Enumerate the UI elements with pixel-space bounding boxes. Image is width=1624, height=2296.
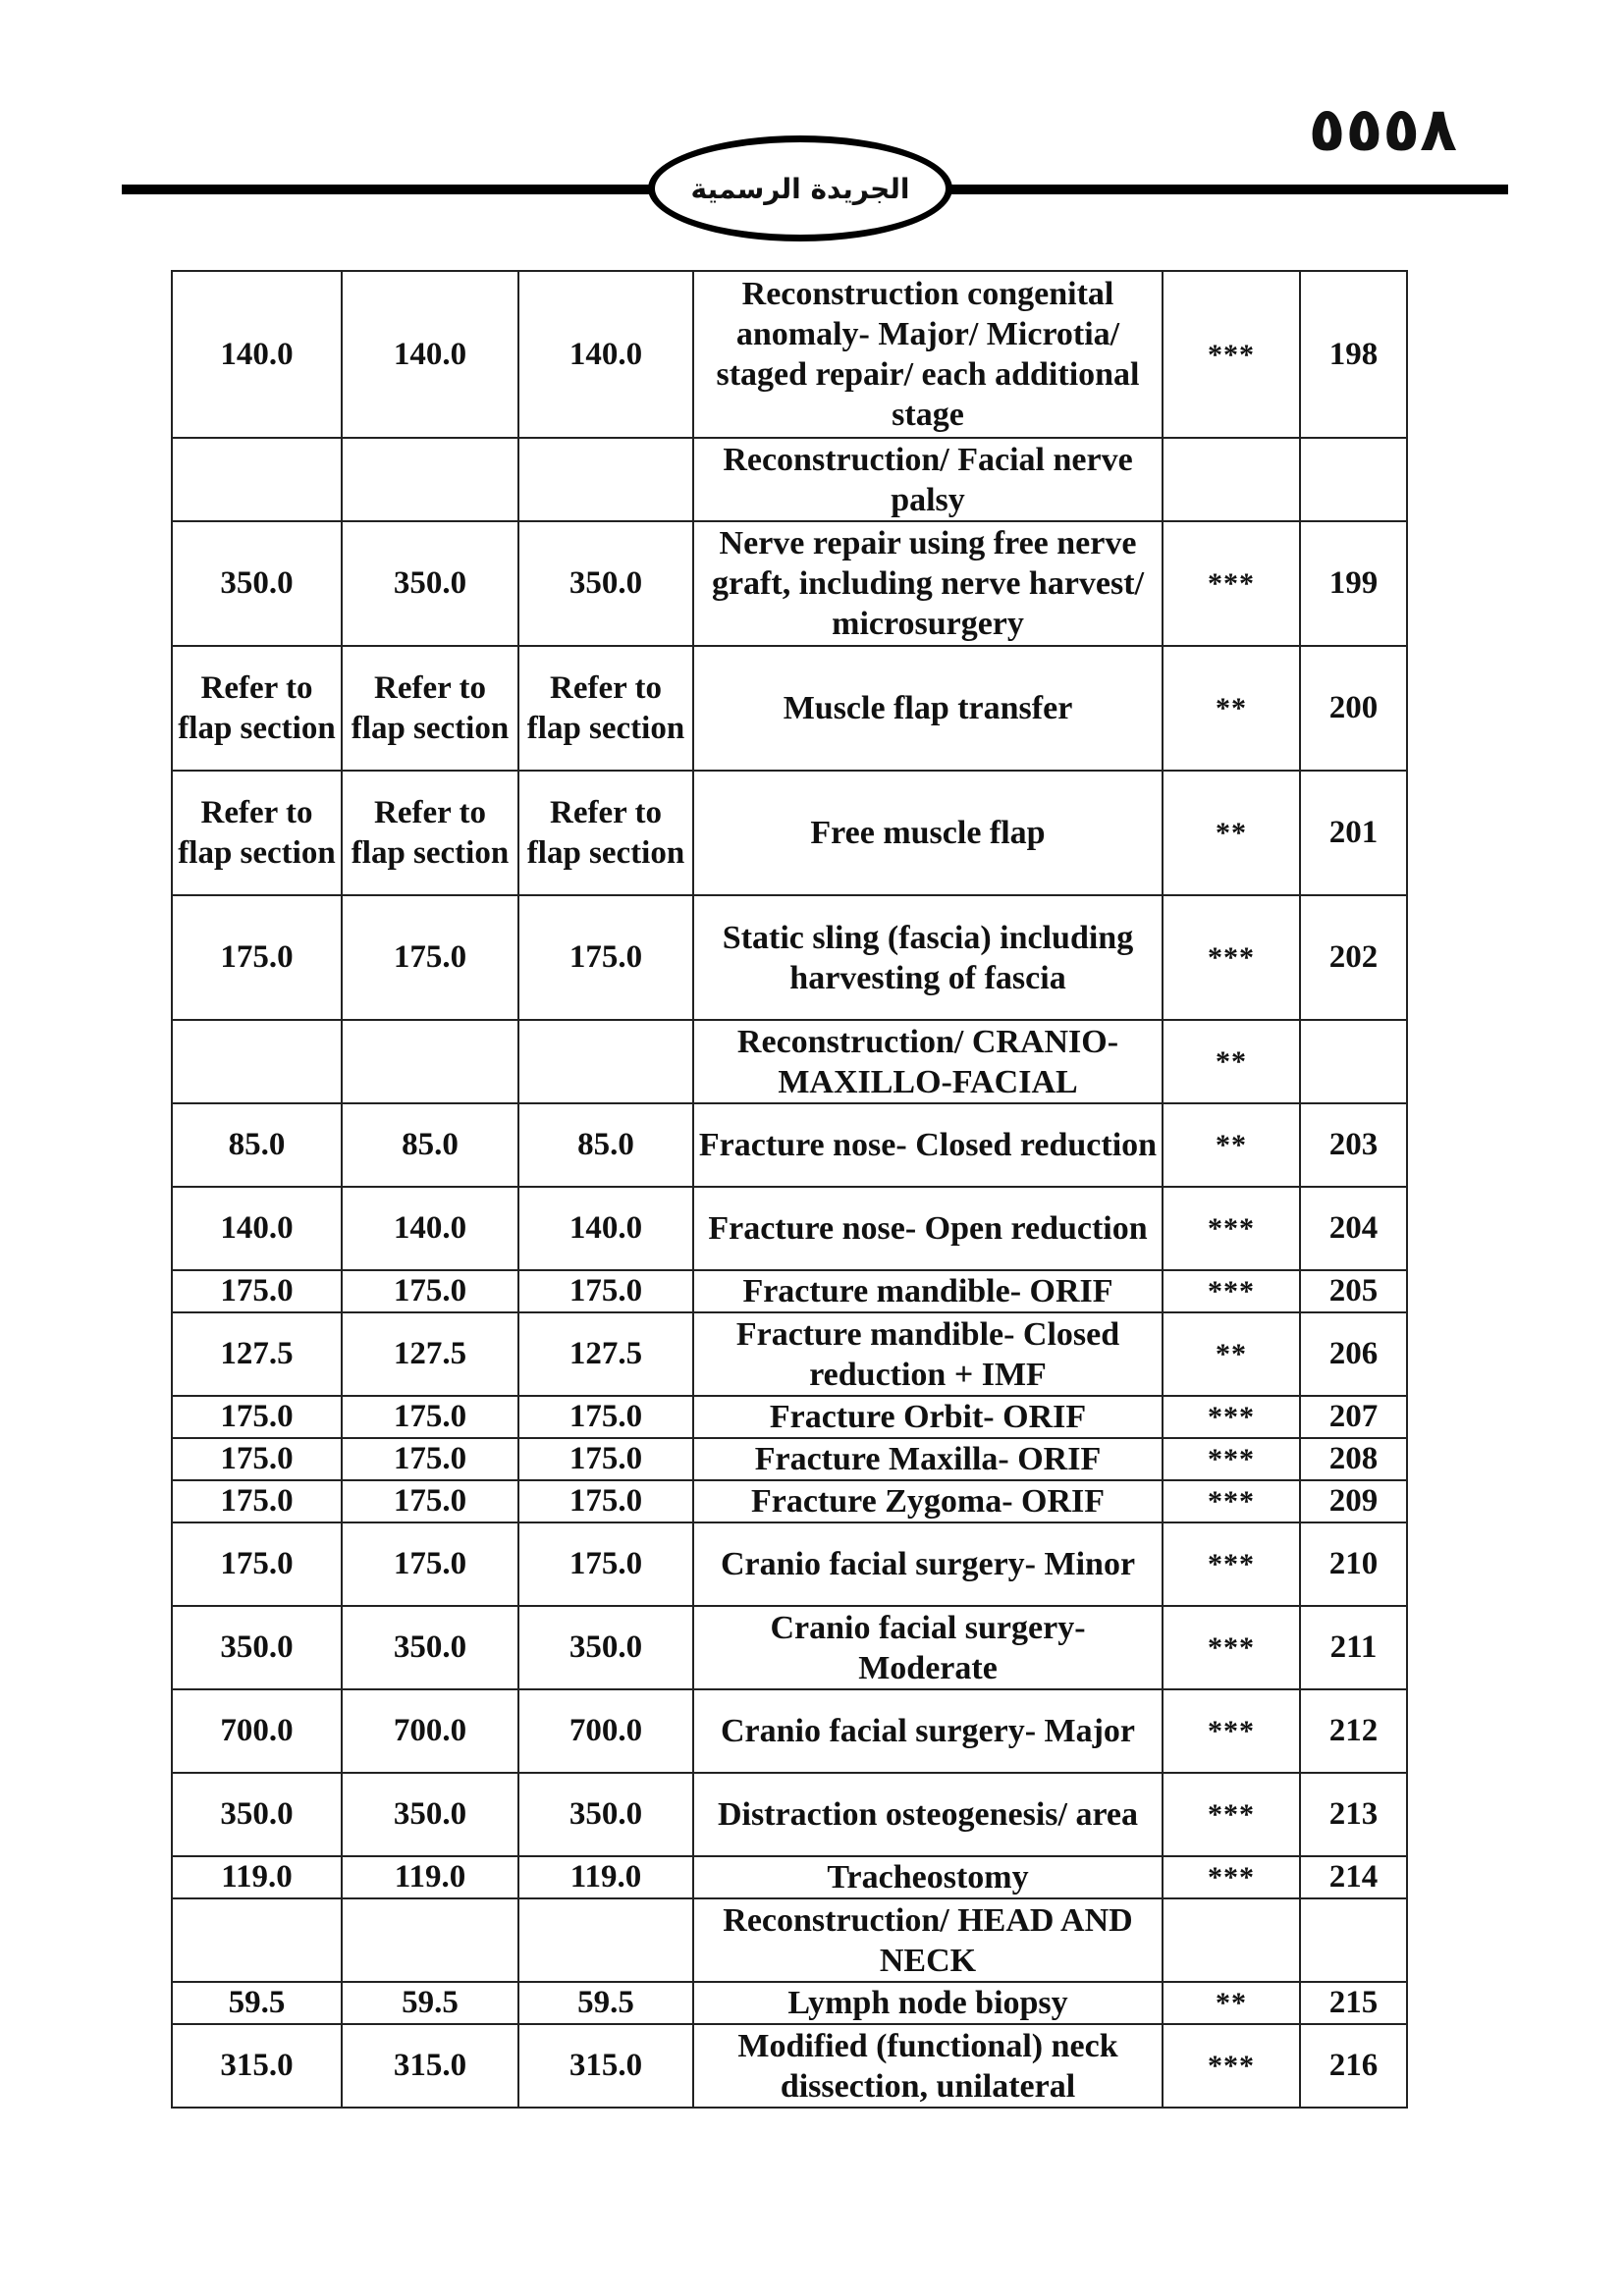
fee-cell-col2 [342,438,518,521]
fee-cell-col1: 140.0 [172,271,342,438]
procedure-description: Fracture nose- Open reduction [693,1187,1163,1270]
fee-cell-col2: Refer to flap section [342,771,518,895]
procedure-description: Fracture mandible- Closed reduction + IMF [693,1312,1163,1396]
fee-cell-col2: 175.0 [342,1522,518,1606]
fee-cell-col2: 119.0 [342,1856,518,1898]
fee-cell-col3 [518,438,693,521]
fee-cell-col2: Refer to flap section [342,646,518,771]
fee-cell-col3: 350.0 [518,521,693,646]
fee-cell-col2: 350.0 [342,1773,518,1856]
procedure-code: 202 [1300,895,1407,1020]
table-row [172,1312,1407,1396]
fee-cell-col1: Refer to flap section [172,771,342,895]
table-row [172,1020,1407,1103]
fee-cell-col1: 175.0 [172,1480,342,1522]
table-row [172,1856,1407,1898]
table-row [172,1480,1407,1522]
fee-cell-col3: 140.0 [518,1187,693,1270]
procedure-description: Fracture Maxilla- ORIF [693,1438,1163,1480]
rating-stars [1163,438,1300,521]
fee-cell-col3: Refer to flap section [518,646,693,771]
fee-cell-col1: 350.0 [172,1606,342,1689]
fee-cell-col3: 59.5 [518,1982,693,2024]
table-row [172,895,1407,1020]
rating-stars: *** [1163,1270,1300,1312]
rating-stars: *** [1163,1187,1300,1270]
fee-cell-col1: 59.5 [172,1982,342,2024]
procedure-code: 207 [1300,1396,1407,1438]
fee-cell-col1 [172,438,342,521]
procedure-code: 213 [1300,1773,1407,1856]
fee-cell-col1: 700.0 [172,1689,342,1773]
procedure-description: Tracheostomy [693,1856,1163,1898]
fee-cell-col2: 175.0 [342,1438,518,1480]
fee-cell-col2: 127.5 [342,1312,518,1396]
procedure-description: Muscle flap transfer [693,646,1163,771]
fee-cell-col1: 175.0 [172,1270,342,1312]
procedure-code: 214 [1300,1856,1407,1898]
fee-table-body [172,271,1407,2108]
header-oval [648,135,952,241]
table-row [172,521,1407,646]
rating-stars: *** [1163,1522,1300,1606]
fee-cell-col2: 140.0 [342,271,518,438]
fee-cell-col1: 350.0 [172,521,342,646]
table-row [172,1606,1407,1689]
fee-cell-col1: 350.0 [172,1773,342,1856]
fee-cell-col3: 175.0 [518,1438,693,1480]
fee-cell-col2: 315.0 [342,2024,518,2108]
fee-cell-col2: 59.5 [342,1982,518,2024]
rating-stars: *** [1163,1856,1300,1898]
rating-stars [1163,1898,1300,1982]
table-row [172,1270,1407,1312]
fee-cell-col3: Refer to flap section [518,771,693,895]
rating-stars: ** [1163,1103,1300,1187]
procedure-code: 209 [1300,1480,1407,1522]
fee-cell-col3: 175.0 [518,1480,693,1522]
procedure-code: 205 [1300,1270,1407,1312]
fee-cell-col3: 350.0 [518,1773,693,1856]
procedure-code [1300,438,1407,521]
page-number: ٥٥٥٨ [1308,93,1457,165]
fee-cell-col1: 175.0 [172,1438,342,1480]
rating-stars: ** [1163,1982,1300,2024]
procedure-code: 216 [1300,2024,1407,2108]
procedure-code: 200 [1300,646,1407,771]
procedure-description: Lymph node biopsy [693,1982,1163,2024]
fee-cell-col3: 119.0 [518,1856,693,1898]
procedure-code: 212 [1300,1689,1407,1773]
fee-cell-col3: 350.0 [518,1606,693,1689]
fee-cell-col3: 175.0 [518,1522,693,1606]
fee-cell-col3: 85.0 [518,1103,693,1187]
table-row [172,646,1407,771]
table-row [172,1522,1407,1606]
fee-cell-col1: 140.0 [172,1187,342,1270]
fee-cell-col3: 127.5 [518,1312,693,1396]
fee-cell-col3: 700.0 [518,1689,693,1773]
fee-cell-col2: 175.0 [342,1480,518,1522]
rating-stars: ** [1163,1312,1300,1396]
rating-stars: *** [1163,1773,1300,1856]
procedure-description: Cranio facial surgery- Major [693,1689,1163,1773]
fee-cell-col3: 175.0 [518,1396,693,1438]
fee-cell-col2: 350.0 [342,1606,518,1689]
procedure-code: 204 [1300,1187,1407,1270]
fee-cell-col1: 175.0 [172,895,342,1020]
procedure-code: 199 [1300,521,1407,646]
fee-cell-col2: 175.0 [342,1396,518,1438]
table-row [172,1982,1407,2024]
procedure-description: Reconstruction/ HEAD AND NECK [693,1898,1163,1982]
procedure-description: Fracture Zygoma- ORIF [693,1480,1163,1522]
procedure-code: 211 [1300,1606,1407,1689]
procedure-description: Fracture Orbit- ORIF [693,1396,1163,1438]
procedure-code: 201 [1300,771,1407,895]
fee-cell-col3 [518,1020,693,1103]
fee-cell-col3: 175.0 [518,895,693,1020]
procedure-description: Static sling (fascia) including harvesting of fascia [693,895,1163,1020]
procedure-code: 210 [1300,1522,1407,1606]
rating-stars: *** [1163,1438,1300,1480]
rating-stars: *** [1163,271,1300,438]
fee-cell-col2: 140.0 [342,1187,518,1270]
rating-stars: *** [1163,1396,1300,1438]
fee-cell-col1 [172,1020,342,1103]
fee-cell-col1: 175.0 [172,1522,342,1606]
fee-cell-col1: 315.0 [172,2024,342,2108]
fee-cell-col2 [342,1020,518,1103]
rating-stars: ** [1163,1020,1300,1103]
gazette-title: الجريدة الرسمية [690,172,910,205]
rating-stars: ** [1163,771,1300,895]
table-row [172,1103,1407,1187]
procedure-description: Modified (functional) neck dissection, unilateral [693,2024,1163,2108]
fee-cell-col2: 175.0 [342,1270,518,1312]
fee-table [171,270,1408,2109]
table-row [172,1187,1407,1270]
table-row [172,771,1407,895]
fee-cell-col3: 315.0 [518,2024,693,2108]
rating-stars: *** [1163,1689,1300,1773]
table-row [172,1689,1407,1773]
fee-cell-col3: 140.0 [518,271,693,438]
table-row [172,271,1407,438]
procedure-description: Fracture mandible- ORIF [693,1270,1163,1312]
rating-stars: *** [1163,1606,1300,1689]
procedure-code [1300,1020,1407,1103]
rating-stars: ** [1163,646,1300,771]
procedure-description: Free muscle flap [693,771,1163,895]
procedure-description: Distraction osteogenesis/ area [693,1773,1163,1856]
fee-cell-col2: 700.0 [342,1689,518,1773]
procedure-description: Cranio facial surgery- Minor [693,1522,1163,1606]
procedure-code: 198 [1300,271,1407,438]
fee-cell-col1: 119.0 [172,1856,342,1898]
fee-cell-col1 [172,1898,342,1982]
fee-cell-col1: 127.5 [172,1312,342,1396]
fee-cell-col2: 85.0 [342,1103,518,1187]
procedure-description: Fracture nose- Closed reduction [693,1103,1163,1187]
fee-cell-col2 [342,1898,518,1982]
rating-stars: *** [1163,521,1300,646]
procedure-code: 203 [1300,1103,1407,1187]
rating-stars: *** [1163,2024,1300,2108]
procedure-description: Nerve repair using free nerve graft, including nerve harvest/ microsurgery [693,521,1163,646]
procedure-description: Reconstruction/ CRANIO-MAXILLO-FACIAL [693,1020,1163,1103]
fee-cell-col2: 350.0 [342,521,518,646]
table-row [172,2024,1407,2108]
fee-cell-col2: 175.0 [342,895,518,1020]
fee-cell-col1: Refer to flap section [172,646,342,771]
procedure-code: 215 [1300,1982,1407,2024]
table-row [172,1396,1407,1438]
table-row [172,1773,1407,1856]
rating-stars: *** [1163,1480,1300,1522]
fee-cell-col3: 175.0 [518,1270,693,1312]
table-row [172,438,1407,521]
rating-stars: *** [1163,895,1300,1020]
procedure-code: 208 [1300,1438,1407,1480]
procedure-description: Reconstruction congenital anomaly- Major/ Microtia/ staged repair/ each additional stage [693,271,1163,438]
fee-cell-col1: 175.0 [172,1396,342,1438]
table-row [172,1898,1407,1982]
procedure-description: Cranio facial surgery- Moderate [693,1606,1163,1689]
fee-cell-col3 [518,1898,693,1982]
procedure-code: 206 [1300,1312,1407,1396]
procedure-description: Reconstruction/ Facial nerve palsy [693,438,1163,521]
fee-cell-col1: 85.0 [172,1103,342,1187]
procedure-code [1300,1898,1407,1982]
table-row [172,1438,1407,1480]
